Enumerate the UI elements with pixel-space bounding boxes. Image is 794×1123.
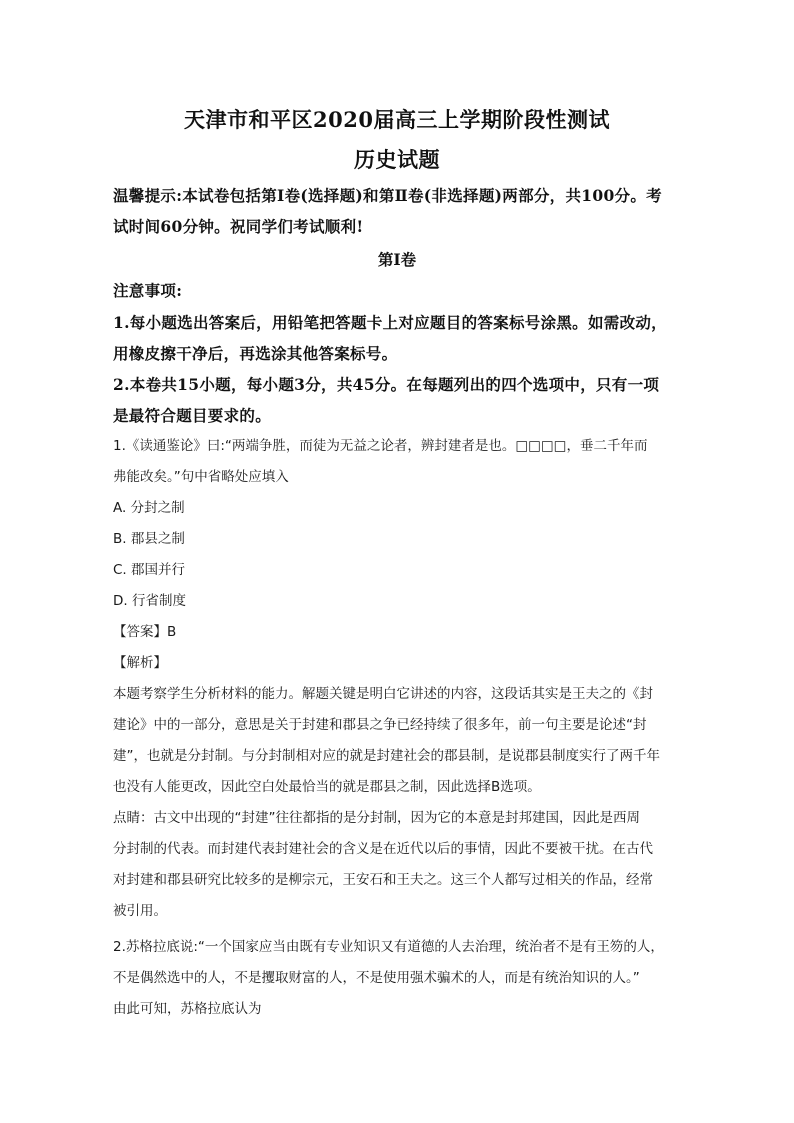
page-subtitle: 历史试题 <box>354 147 440 172</box>
comment-line: 对封建和郡县研究比较多的是柳宗元，王安石和王夫之。这三个人都写过相关的作品，经常 <box>113 872 653 888</box>
note-2-line-1: 2.本卷共15小题，每小题3分，共45分。在每题列出的四个选项中，只有一项 <box>113 375 660 394</box>
q1-option-c: C. 郡国并行 <box>113 562 186 578</box>
q2-stem-line: 不是偶然选中的人，不是攫取财富的人，不是使用强术骗术的人，而是有统治知识的人。” <box>113 970 640 986</box>
notes-heading: 注意事项: <box>113 281 183 300</box>
tip-line-1: 温馨提示:本试卷包括第Ⅰ卷(选择题)和第Ⅱ卷(非选择题)两部分，共100分。考 <box>113 186 662 205</box>
comment-line: 分封制的代表。而封建代表封建社会的含义是在近代以后的事情，因此不要被干扰。在古代 <box>113 841 653 857</box>
analysis-label: 【解析】 <box>113 655 167 671</box>
analysis-line: 建论》中的一部分，意思是关于封建和郡县之争已经持续了很多年，前一句主要是论述“封 <box>113 717 647 733</box>
comment-line: 点睛：古文中出现的“封建”往往都指的是分封制，因为它的本意是封邦建国，因此是西周 <box>113 810 640 826</box>
answer-label: 【答案】 <box>113 624 167 640</box>
analysis-line: 建”，也就是分封制。与分封制相对应的就是封建社会的郡县制，是说郡县制度实行了两千年 <box>113 748 660 764</box>
q1-stem-line-1: 1.《读通鉴论》曰:“两端争胜，而徒为无益之论者，辨封建者是也。□□□□，垂二千年而 <box>113 438 648 454</box>
note-2-line-2: 是最符合题目要求的。 <box>113 406 272 425</box>
q1-answer <box>113 617 688 648</box>
note-1-line-1: 1.每小题选出答案后，用铅笔把答题卡上对应题目的答案标号涂黑。如需改动， <box>113 313 667 332</box>
q1-option-b: B. 郡县之制 <box>113 531 185 547</box>
answer-value: B <box>167 624 177 640</box>
section-label: 第Ⅰ卷 <box>377 250 417 269</box>
note-1-line-2: 用橡皮擦干净后，再选涂其他答案标号。 <box>113 344 398 363</box>
analysis-line: 也没有人能更改，因此空白处最恰当的就是郡县之制，因此选择B选项。 <box>113 779 541 795</box>
q2-stem-line: 由此可知，苏格拉底认为 <box>113 1001 262 1017</box>
page-title: 天津市和平区2020届高三上学期阶段性测试 <box>184 107 610 132</box>
analysis-line: 本题考察学生分析材料的能力。解题关键是明白它讲述的内容，这段话其实是王夫之的《封 <box>113 686 653 702</box>
comment-line: 被引用。 <box>113 903 167 919</box>
q1-option-d: D. 行省制度 <box>113 593 186 609</box>
tip-line-2: 试时间60分钟。祝同学们考试顺利! <box>113 217 364 236</box>
q1-option-a: A. 分封之制 <box>113 500 185 516</box>
q2-stem-line: 2.苏格拉底说:“一个国家应当由既有专业知识又有道德的人去治理，统治者不是有王笏的人， <box>113 939 664 955</box>
q1-stem-line-2: 弗能改矣。”句中省略处应填入 <box>113 469 289 485</box>
